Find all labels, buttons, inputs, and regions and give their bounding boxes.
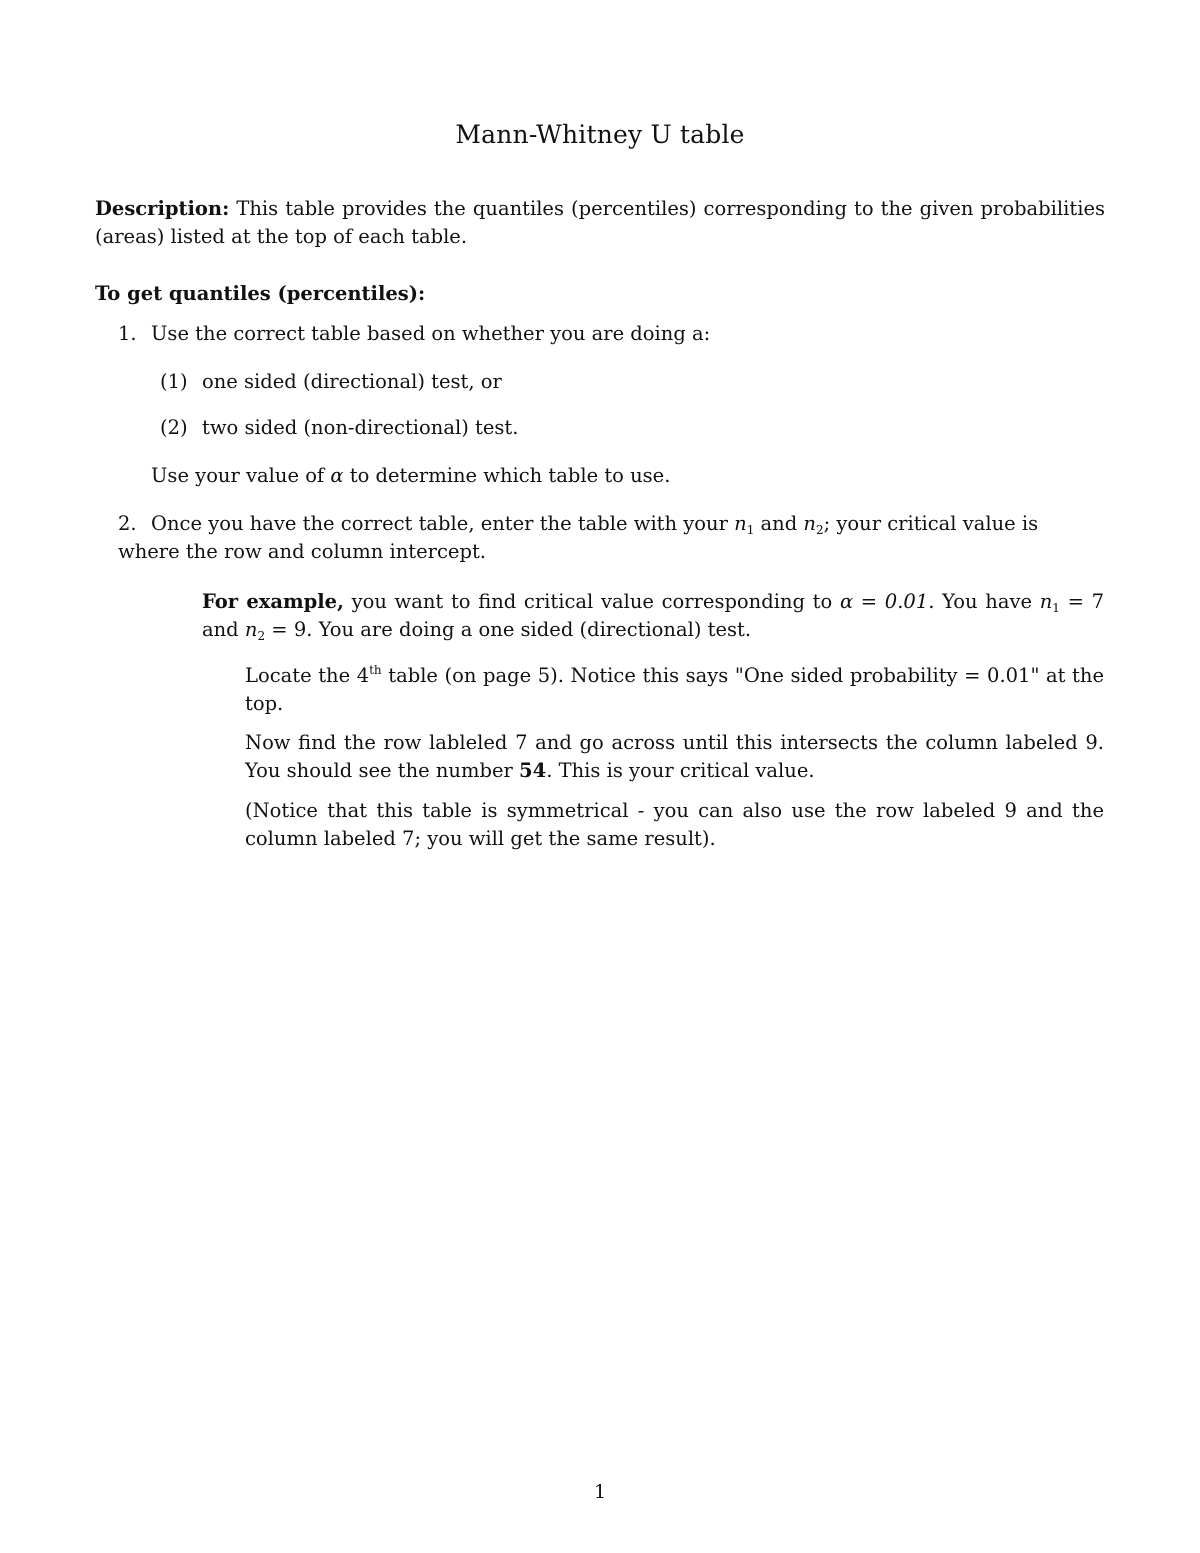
n1-symbol: n bbox=[734, 512, 747, 535]
option-1-number: (1) bbox=[160, 370, 188, 393]
step-2-text-a: Once you have the correct table, enter the table with your bbox=[151, 512, 728, 535]
step-2-and: and bbox=[760, 512, 798, 535]
example-text-c: . You are doing a one sided (directional) test. bbox=[306, 618, 752, 641]
example-label: For example, bbox=[202, 590, 344, 613]
locate-superscript: th bbox=[369, 663, 382, 677]
find-text-a: Now find the row lableled 7 and go across until this intersects the column labeled 9. You should see the number bbox=[245, 731, 1104, 782]
notice-paragraph: (Notice that this table is symmetrical - you can also use the row labeled 9 and the column labeled 7; you will get the same result). bbox=[245, 799, 1104, 850]
example-n1-value: = 7 bbox=[1067, 590, 1105, 613]
option-2 bbox=[160, 414, 1170, 442]
description-paragraph bbox=[95, 195, 1105, 251]
step-1-text: Use the correct table based on whether you are doing a: bbox=[151, 322, 711, 345]
section-heading: To get quantiles (percentiles): bbox=[95, 282, 426, 305]
example-n2-symbol: n bbox=[244, 618, 258, 641]
option-2-text: two sided (non-directional) test. bbox=[202, 416, 519, 439]
locate-text-b: table (on page 5). Notice this says "One sided probability = 0.01" at the top. bbox=[245, 664, 1104, 715]
critical-value: 54 bbox=[519, 759, 547, 782]
step-2-number: 2. bbox=[118, 512, 137, 535]
example-paragraph bbox=[202, 588, 1104, 644]
step-2-text-b: ; your critical value is where the row and column intercept. bbox=[118, 512, 1039, 563]
option-2-number: (2) bbox=[160, 416, 188, 439]
description-label: Description: bbox=[95, 197, 230, 220]
find-text-b: . This is your critical value. bbox=[546, 759, 815, 782]
option-1-text: one sided (directional) test, or bbox=[202, 370, 502, 393]
find-paragraph bbox=[245, 729, 1104, 785]
n2-subscript: 2 bbox=[815, 523, 824, 537]
example-n1-subscript: 1 bbox=[1052, 601, 1060, 615]
alpha-note-before: Use your value of bbox=[151, 464, 325, 487]
example-text-a: you want to find critical value corresponding to bbox=[351, 590, 833, 613]
option-1 bbox=[160, 368, 1170, 396]
locate-paragraph bbox=[245, 662, 1104, 718]
alpha-symbol: α bbox=[330, 464, 344, 487]
example-and: and bbox=[202, 618, 239, 641]
example-text-b: . You have bbox=[928, 590, 1033, 613]
n2-symbol: n bbox=[803, 512, 816, 535]
step-1-number: 1. bbox=[118, 322, 137, 345]
step-2 bbox=[118, 510, 1105, 566]
example-alpha: α = 0.01 bbox=[839, 590, 929, 613]
n1-subscript: 1 bbox=[746, 523, 755, 537]
page-number: 1 bbox=[593, 1481, 607, 1503]
example-n2-value: = 9 bbox=[271, 618, 307, 641]
example-n2-subscript: 2 bbox=[257, 629, 266, 643]
page-title: Mann-Whitney U table bbox=[455, 120, 745, 149]
alpha-note bbox=[151, 462, 1101, 490]
step-1 bbox=[118, 320, 1108, 348]
locate-text-a: Locate the 4 bbox=[245, 664, 370, 687]
description-text: This table provides the quantiles (percentiles) corresponding to the given probabilities (areas) listed at the top of each table. bbox=[95, 197, 1105, 248]
alpha-note-after: to determine which table to use. bbox=[349, 464, 671, 487]
example-n1-symbol: n bbox=[1039, 590, 1053, 613]
